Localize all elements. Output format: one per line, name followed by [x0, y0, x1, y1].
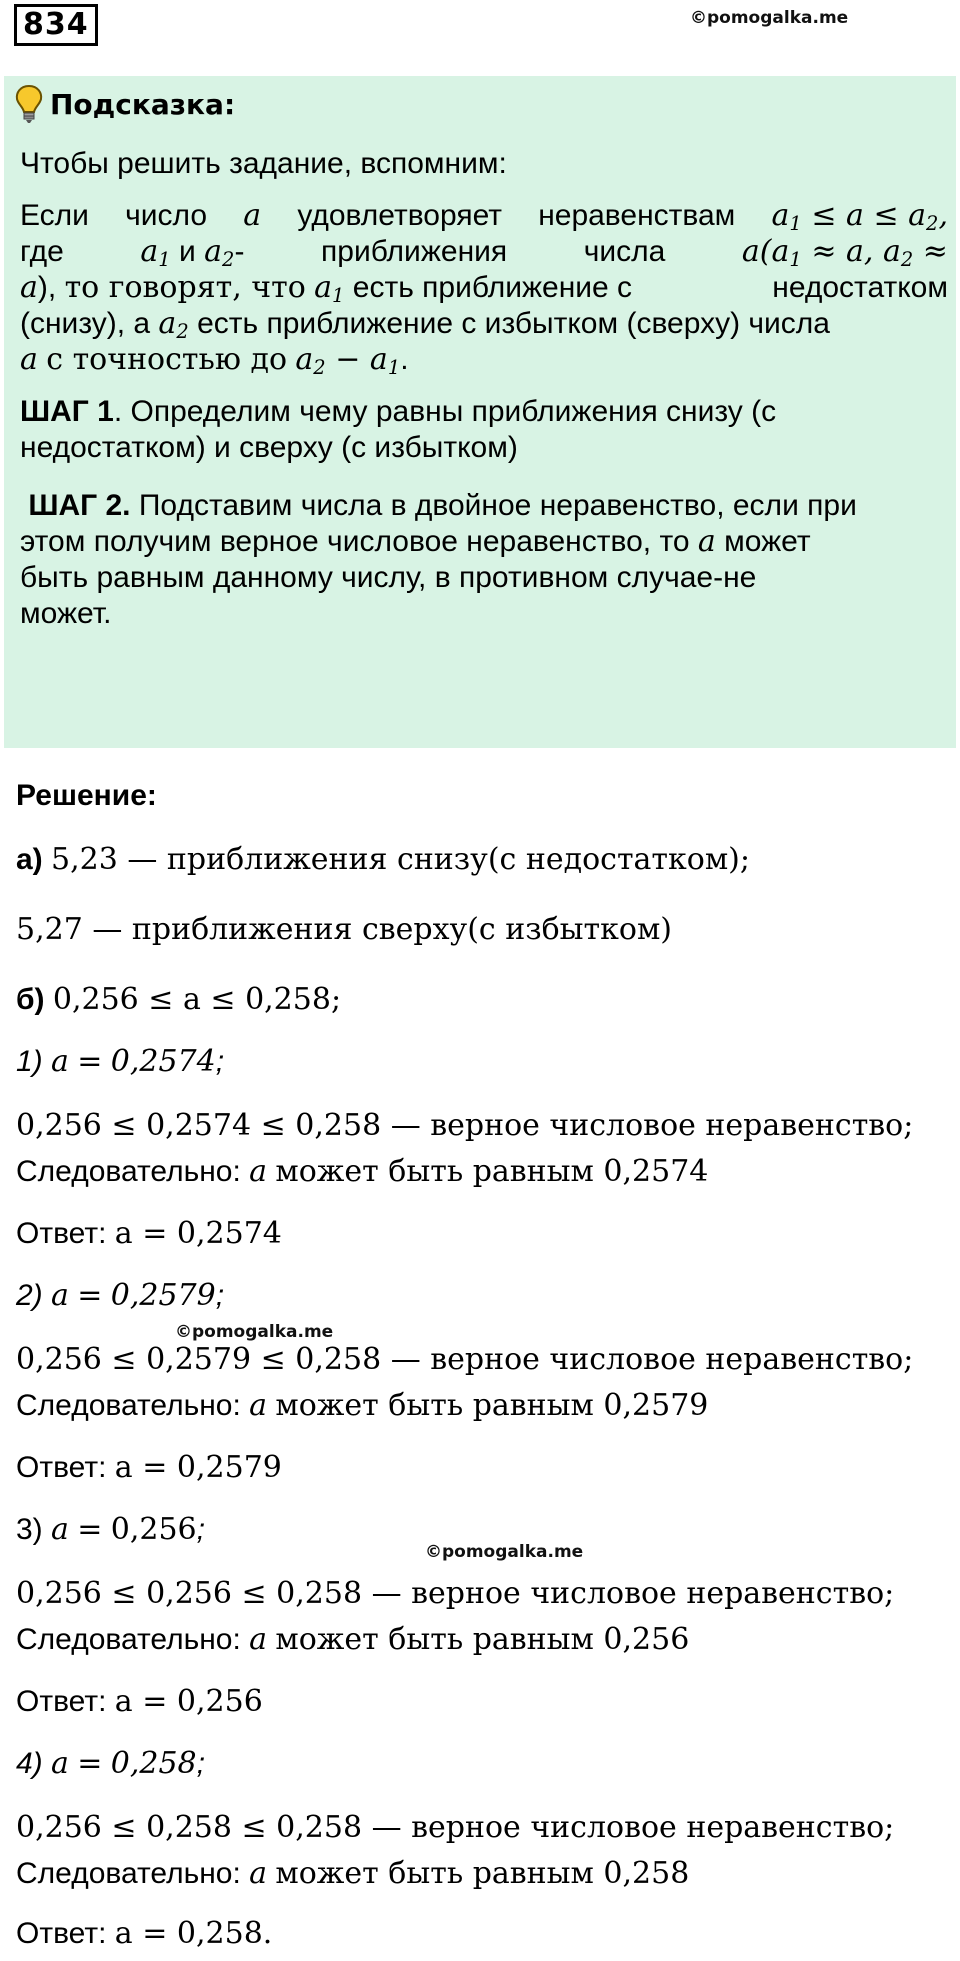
case-4-conclusion: Следовательно: a может быть равным 0,258 [16, 1856, 690, 1891]
part-a-line-2: 5,27 — приближения сверху(с избытком) [16, 912, 672, 947]
hint-step2-line-2: этом получим верное числовое неравенство, то a может [20, 524, 811, 559]
part-b-expr: б) 0,256 ≤ a ≤ 0,258; [16, 982, 342, 1017]
watermark-middle: ©pomogalka.me [175, 1322, 334, 1342]
case-4-check: 0,256 ≤ 0,258 ≤ 0,258 — верное числовое неравенство; [16, 1810, 895, 1845]
case-2-answer: Ответ: a = 0,2579 [16, 1450, 282, 1485]
lightbulb-icon [14, 84, 44, 124]
case-3-conclusion: Следовательно: a может быть равным 0,256 [16, 1622, 690, 1657]
case-3-answer: Ответ: a = 0,256 [16, 1684, 263, 1719]
problem-number: 834 [14, 4, 98, 46]
hint-intro: Чтобы решить задание, вспомним: [20, 147, 507, 180]
hint-step2-line-3: быть равным данному числу, в противном случае-не [20, 561, 757, 594]
case-1-header: 1) a = 0,2574; [16, 1044, 225, 1079]
hint-step2-line-1: ШАГ 2. Подставим числа в двойное неравенство, если при [28, 489, 857, 522]
case-1-answer: Ответ: a = 0,2574 [16, 1216, 282, 1251]
hint-def-line-5: a с точностью до $a_2 - a_1$. [20, 342, 409, 379]
case-1-conclusion: Следовательно: a может быть равным 0,2574 [16, 1154, 709, 1189]
hint-step2-line-4: может. [20, 597, 112, 630]
hint-def-line-2: где $a_1$ и $a_2-$ приближения числа $a(a_1 \approx a$, $a_2$ ≈ [20, 234, 948, 271]
hint-def-line-4: (снизу), а $a_2$ есть приближение с избытком (сверху) числа [20, 306, 830, 343]
hint-box [4, 76, 956, 748]
case-3-header: 3) a = 0,256; [16, 1512, 205, 1547]
hint-title: Подсказка: [50, 87, 236, 121]
case-3-check: 0,256 ≤ 0,256 ≤ 0,258 — верное числовое неравенство; [16, 1576, 895, 1611]
hint-step1-line-2: недостатком) и сверху (с избытком) [20, 431, 518, 464]
watermark-lower: ©pomogalka.me [425, 1542, 584, 1562]
hint-def-line-3: a), то говорят, что $a_1$ есть приближение с недостатком [20, 270, 948, 307]
part-a-line-1: а) 5,23 — приближения снизу(с недостатком); [16, 842, 750, 877]
case-2-header: 2) a = 0,2579; [16, 1278, 225, 1313]
case-2-conclusion: Следовательно: a может быть равным 0,2579 [16, 1388, 709, 1423]
hint-header [14, 82, 235, 126]
hint-def-line-1: Если число a удовлетворяет неравенствам $a_1 \le a \le a_2$, [20, 198, 948, 235]
hint-step1-line-1: ШАГ 1. Определим чему равны приближения снизу (с [20, 395, 777, 428]
solution-title: Решение: [16, 779, 157, 812]
case-1-check: 0,256 ≤ 0,2574 ≤ 0,258 — верное числовое неравенство; [16, 1108, 914, 1143]
case-2-check: 0,256 ≤ 0,2579 ≤ 0,258 — верное числовое неравенство; [16, 1342, 914, 1377]
watermark-top: ©pomogalka.me [690, 8, 849, 28]
case-4-answer: Ответ: a = 0,258. [16, 1916, 273, 1951]
case-4-header: 4) a = 0,258; [16, 1746, 205, 1781]
